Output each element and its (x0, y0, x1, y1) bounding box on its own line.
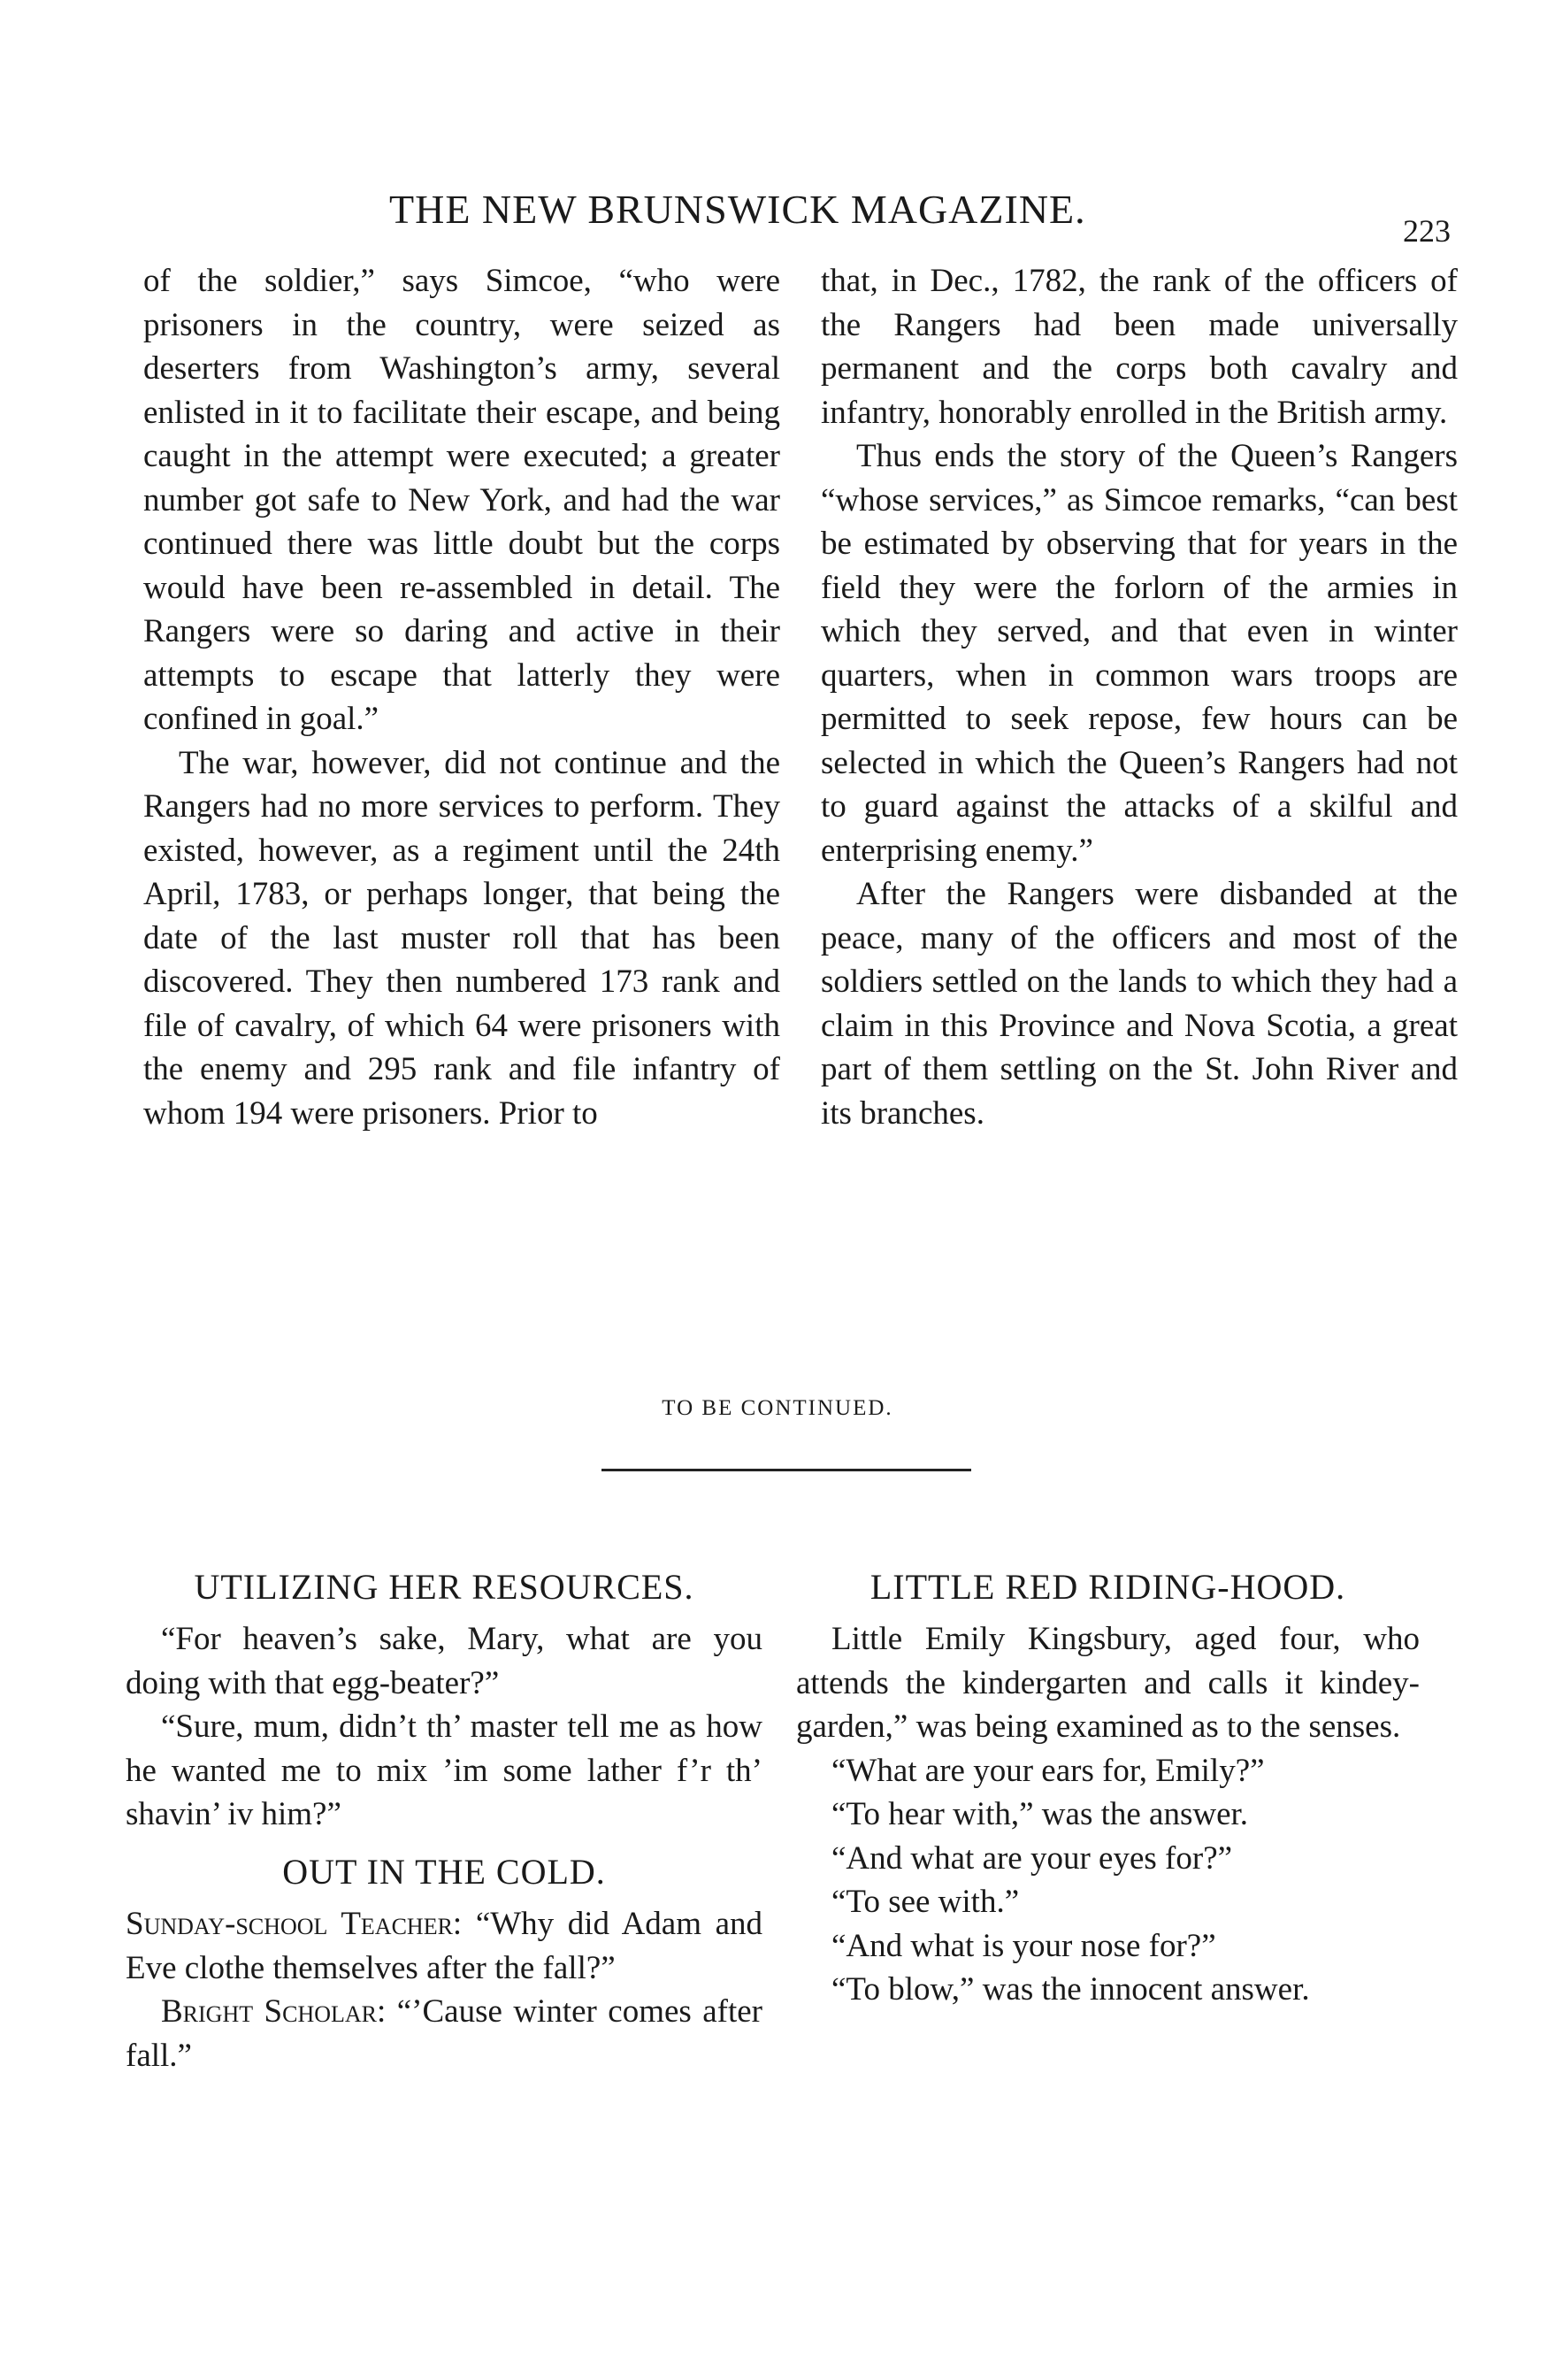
paragraph: “For heaven’s sake, Mary, what are you doing with that egg-beater?” (126, 1621, 762, 1701)
to-be-continued-note: TO BE CONTINUED. (662, 1396, 893, 1420)
dialogue-line-teacher (126, 1902, 762, 1990)
page-number: 223 (1403, 213, 1451, 249)
paragraph: Little Emily Kingsbury, aged four, who attends the kindergarten and calls it kindey-garden,” was being examined as to the senses. (796, 1621, 1420, 1745)
paragraph: “Sure, mum, didn’t th’ master tell me as how he wanted me to mix ’im some lather f’r th’ shavin’ iv him?” (126, 1708, 762, 1832)
paragraph: “To blow,” was the innocent answer. (831, 1971, 1310, 2008)
section-utilizing-her-resources (126, 1564, 762, 1837)
paragraph: “What are your ears for, Emily?” (831, 1752, 1265, 1789)
paragraph: that, in Dec., 1782, the rank of the officers of the Rangers had been made universally permanent and the corps both cavalry and infantry, honorably enrolled in the British army. (821, 263, 1458, 431)
section-little-red-riding-hood (796, 1564, 1420, 2012)
dialogue-line-scholar (126, 1990, 762, 2077)
page-header (142, 186, 1451, 248)
running-head: THE NEW BRUNSWICK MAGAZINE. (389, 187, 1086, 232)
dialogue-text: “’Cause winter comes after fall.” (126, 1993, 762, 2074)
paragraph: The war, however, did not continue and the Rangers had no more services to perform. They existed, however, as a regiment until the 24th April, 1783, or perhaps longer, that being the date of the last muster roll that has been discovered. They then numbered 173 rank and file of cavalry, of which 64 were prisoners with the enemy and 295 rank and file infantry of whom 194 were prisoners. Prior to (143, 744, 780, 1132)
speaker-label: Bright Scholar: (161, 1993, 387, 2030)
paragraph: Thus ends the story of the Queen’s Rangers “whose services,” as Simcoe remarks, “can best be estimated by observing that for years in the field they were the forlorn of the armies in which they served, and that even in winter quarters, when in common wars troops are permitted to seek repose, few hours can be selected in which the Queen’s Rangers had not to guard against the attacks of a skilful and enterprising enemy.” (821, 438, 1458, 869)
section-heading: LITTLE RED RIDING-HOOD. (869, 1567, 1346, 1607)
speaker-label: Sunday-school Teacher: (126, 1906, 463, 1942)
article-column-left (143, 259, 780, 1135)
paragraph: “And what is your nose for?” (831, 1927, 1216, 1964)
section-divider (601, 1469, 971, 1471)
paragraph: of the soldier,” says Simcoe, “who were prisoners in the country, were seized as deserters from Washington’s army, several enlisted in it to facilitate their escape, and being caught in the attempt were executed; a greater number got safe to New York, and had the war continued there was little doubt but the corps would have been re-assembled in detail. The Rangers were so daring and active in their attempts to escape that latterly they were confined in goal.” (143, 263, 780, 737)
section-heading: OUT IN THE COLD. (282, 1852, 606, 1892)
paragraph: After the Rangers were disbanded at the peace, many of the officers and most of the soldiers settled on the lands to which they had a claim in this Province and Nova Scotia, a great part of them settling on the St. John River and its branches. (821, 876, 1458, 1132)
section-out-in-the-cold (126, 1849, 762, 2077)
article-column-right (821, 259, 1458, 1135)
paragraph: “And what are your eyes for?” (831, 1839, 1233, 1877)
paragraph: “To see with.” (831, 1884, 1020, 1920)
section-heading: UTILIZING HER RESOURCES. (194, 1567, 694, 1607)
paragraph: “To hear with,” was the answer. (831, 1796, 1249, 1832)
dialogue-text: “Why did Adam and Eve clothe themselves after the fall?” (126, 1906, 763, 1986)
